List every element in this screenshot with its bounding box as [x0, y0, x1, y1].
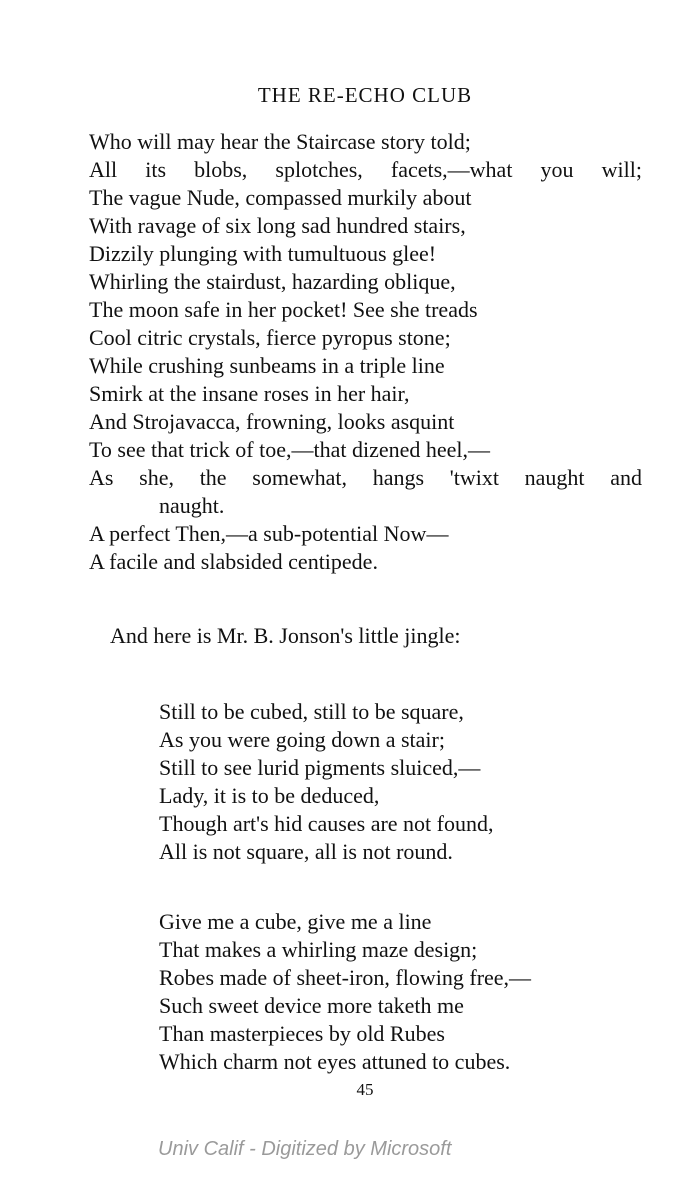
poem-line: Dizzily plunging with tumultuous glee! — [89, 241, 437, 266]
poem-line: Cool citric crystals, fierce pyropus stone; — [89, 325, 451, 350]
poem-line: And Strojavacca, frowning, looks asquint — [89, 409, 455, 434]
running-head: THE RE-ECHO CLUB — [257, 83, 473, 107]
poem-line: Still to be cubed, still to be square, — [159, 699, 464, 724]
poem-line: Robes made of sheet-iron, flowing free,— — [159, 965, 532, 990]
poem-line: Which charm not eyes attuned to cubes. — [159, 1049, 511, 1074]
poem-line: Give me a cube, give me a line — [159, 909, 432, 934]
poem-line: Whirling the stairdust, hazarding oblique, — [89, 269, 456, 294]
poem-line: The vague Nude, compassed murkily about — [89, 185, 472, 210]
poem-line: Than masterpieces by old Rubes — [159, 1021, 445, 1046]
poem-line: Such sweet device more taketh me — [159, 993, 464, 1018]
poem-line: To see that trick of toe,—that dizened heel,— — [89, 437, 491, 462]
page-number: 45 — [356, 1080, 374, 1099]
poem-line: Still to see lurid pigments sluiced,— — [159, 755, 481, 780]
poem-staircase — [89, 128, 649, 576]
poem-line: As she, the somewhat, hangs 'twixt naught and — [89, 465, 642, 490]
poem-line: Though art's hid causes are not found, — [159, 811, 494, 836]
poem-line: As you were going down a stair; — [159, 727, 445, 752]
poem-line: Who will may hear the Staircase story told; — [89, 129, 471, 154]
intro-paragraph: And here is Mr. B. Jonson's little jingle: — [110, 623, 461, 648]
poem-line: A perfect Then,—a sub-potential Now— — [89, 521, 449, 546]
poem-line: Lady, it is to be deduced, — [159, 783, 380, 808]
poem-line: All its blobs, splotches, facets,—what you will; — [89, 157, 642, 182]
poem-line: That makes a whirling maze design; — [159, 937, 478, 962]
digitization-watermark: Univ Calif - Digitized by Microsoft — [158, 1138, 452, 1160]
poem-line: Smirk at the insane roses in her hair, — [89, 381, 410, 406]
poem-line: While crushing sunbeams in a triple line — [89, 353, 445, 378]
poem-jingle-stanza-2 — [159, 908, 531, 1076]
poem-line-continuation: naught. — [159, 493, 225, 518]
poem-jingle-stanza-1 — [159, 698, 494, 866]
poem-line: All is not square, all is not round. — [159, 839, 453, 864]
poem-line: A facile and slabsided centipede. — [89, 549, 378, 574]
poem-line: With ravage of six long sad hundred stairs, — [89, 213, 466, 238]
poem-line: The moon safe in her pocket! See she treads — [89, 297, 478, 322]
